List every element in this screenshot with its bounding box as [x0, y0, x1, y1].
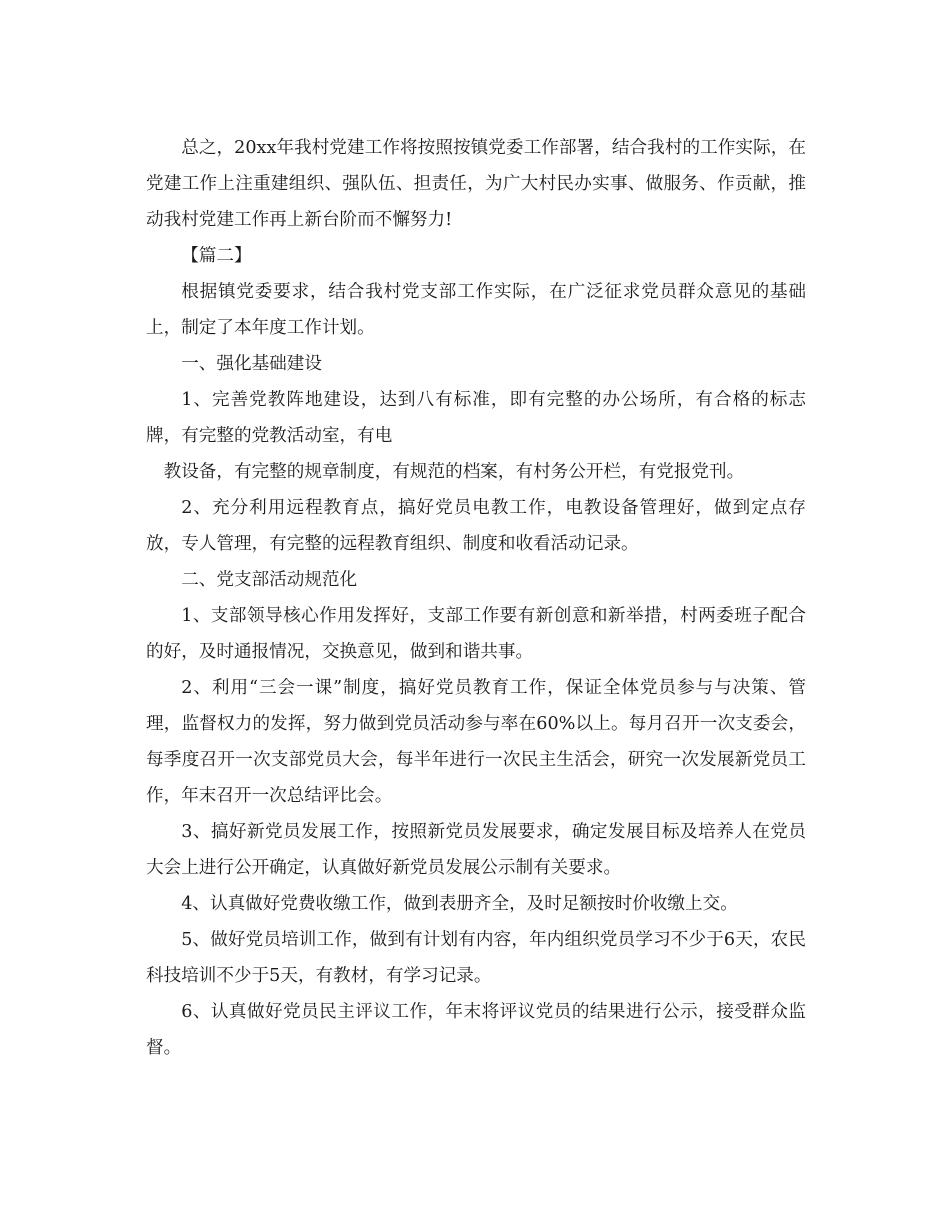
paragraph-item-1a: 1、完善党教阵地建设，达到八有标准，即有完整的办公场所，有合格的标志牌，有完整的党教活动室，有电 [146, 390, 806, 446]
paragraph-item-2a: 2、充分利用远程教育点，搞好党员电教工作，电教设备管理好，做到定点存放，专人管理，有完整的远程教育组织、制度和收看活动记录。 [146, 498, 806, 554]
paragraph-item-2b: 2、利用“三会一课”制度，搞好党员教育工作，保证全体党员参与与决策、管理，监督权力的发挥，努力做到党员活动参与率在60%以上。每月召开一次支委会，每季度召开一次支部党员大会，每半年进行一次民主生活会，研究一次发展新党员工作，年末召开一次总结评比会。 [146, 678, 806, 806]
paragraph-intro: 根据镇党委要求，结合我村党支部工作实际，在广泛征求党员群众意见的基础上，制定了本年度工作计划。 [146, 282, 806, 338]
paragraph-item-3b: 3、搞好新党员发展工作，按照新党员发展要求，确定发展目标及培养人在党员大会上进行公开确定，认真做好新党员发展公示制有关要求。 [146, 822, 806, 878]
document-body [146, 130, 806, 1066]
paragraph-conclusion: 总之，20xx年我村党建工作将按照按镇党委工作部署，结合我村的工作实际，在党建工作上注重建组织、强队伍、担责任，为广大村民办实事、做服务、作贡献，推动我村党建工作再上新台阶而不懈努力! [146, 138, 806, 230]
paragraph-item-1b: 1、支部领导核心作用发挥好，支部工作要有新创意和新举措，村两委班子配合的好，及时通报情况，交换意见，做到和谐共事。 [146, 606, 806, 662]
paragraph-item-6b: 6、认真做好党员民主评议工作，年末将评议党员的结果进行公示，接受群众监督。 [146, 1002, 806, 1058]
section-heading-part-two: 【篇二】 [181, 246, 252, 266]
paragraph-item-1a-continued: 教设备，有完整的规章制度，有规范的档案，有村务公开栏，有党报党刊。 [163, 462, 745, 482]
heading-strengthen-foundation: 一、强化基础建设 [181, 354, 322, 374]
heading-branch-activities: 二、党支部活动规范化 [181, 570, 358, 590]
paragraph-item-5b: 5、做好党员培训工作，做到有计划有内容，年内组织党员学习不少于6天，农民科技培训不少于5天，有教材，有学习记录。 [146, 930, 806, 986]
paragraph-item-4b: 4、认真做好党费收缴工作，做到表册齐全，及时足额按时价收缴上交。 [181, 894, 738, 914]
